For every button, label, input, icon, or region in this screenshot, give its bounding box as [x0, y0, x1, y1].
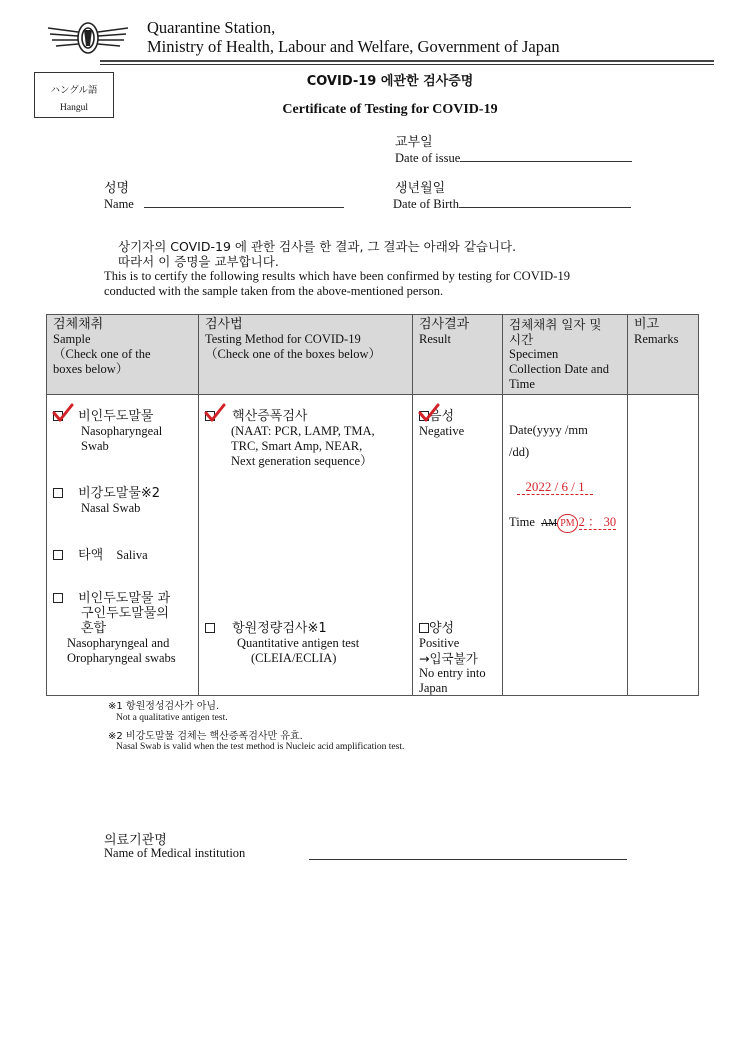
sample-nasopharyngeal-ko: 비인두도말물 — [78, 409, 154, 424]
collection-time-label: Time — [509, 515, 535, 529]
name-field[interactable] — [144, 194, 344, 208]
note-1-ko: ※1 항원정성검사가 아님. — [108, 701, 220, 712]
header-sample-instruction-1: （Check one of the — [53, 347, 151, 361]
remarks-cell[interactable] — [628, 395, 699, 696]
header-rule-bottom — [100, 64, 714, 65]
sample-mixed-ko-1: 비인두도말물 과 — [78, 591, 171, 606]
sample-option-saliva[interactable] — [53, 548, 193, 563]
checkbox-mixed[interactable] — [53, 593, 63, 603]
result-cell — [413, 395, 503, 696]
method-naat-ko: 핵산증폭검사 — [232, 409, 308, 424]
org-name-line-2: Ministry of Health, Labour and Welfare, Government of Japan — [147, 37, 560, 56]
dob-label-en: Date of Birth — [393, 197, 459, 211]
header-method — [199, 315, 413, 395]
method-antigen-en-1: Quantitative antigen test — [237, 636, 360, 650]
checkbox-antigen[interactable] — [205, 623, 215, 633]
dob-row — [393, 194, 631, 212]
header-sample-instruction-2: boxes below） — [53, 362, 129, 376]
title-korean: COVID-19 에관한 검사증명 — [306, 74, 474, 89]
name-label-en: Name — [104, 197, 134, 211]
sample-mixed-ko-3: 혼합 — [81, 621, 107, 636]
header-method-ko: 검사법 — [205, 317, 243, 332]
check-mark-icon — [204, 403, 226, 423]
header-collection-en-2: Collection Date and — [509, 362, 609, 376]
header-remarks-en: Remarks — [634, 332, 679, 346]
note-2-ko: ※2 비강도말물 검체는 핵산증폭검사만 유효. — [108, 731, 303, 742]
language-label-en: Hangul — [60, 103, 88, 113]
note-1-en: Not a qualitative antigen test. — [116, 713, 228, 723]
statement-en-line-2: conducted with the sample taken from the above-mentioned person. — [104, 284, 444, 298]
sample-nasal-ko: 비강도말물※2 — [78, 486, 161, 501]
time-am-option[interactable]: AM — [541, 518, 558, 529]
sample-mixed-en-1: Nasopharyngeal and — [67, 636, 170, 650]
statement-ko-line-1: 상기자의 COVID-19 에 관한 검사를 한 결과, 그 결과는 아래와 같습니다. — [118, 239, 517, 254]
header-method-en: Testing Method for COVID-19 — [205, 332, 361, 346]
header-collection-en-3: Time — [509, 377, 535, 391]
method-naat-en-2: TRC, Smart Amp, NEAR, — [231, 439, 363, 453]
result-positive-en: Positive — [419, 636, 460, 650]
sample-saliva-en: Saliva — [116, 548, 148, 562]
date-of-issue-field[interactable] — [460, 148, 632, 162]
org-name-line-1: Quarantine Station, — [147, 18, 276, 37]
ministry-emblem-logo — [44, 18, 132, 58]
header-sample-en: Sample — [53, 332, 91, 346]
sample-option-nasal[interactable] — [53, 486, 193, 516]
header-rule-top — [100, 60, 714, 62]
statement-en-line-1: This is to certify the following results which have been confirmed by testing for COVID-19 — [104, 269, 571, 283]
result-positive-en-3: Japan — [419, 681, 448, 695]
header-result-en: Result — [419, 332, 451, 346]
institution-label-ko: 의료기관명 — [104, 833, 167, 848]
header-collection-en-1: Specimen — [509, 347, 559, 361]
header-collection-ko-2: 시간 — [509, 332, 534, 347]
header-result-ko: 검사결과 — [419, 317, 470, 332]
header-sample — [47, 315, 199, 395]
method-option-naat[interactable] — [205, 409, 409, 469]
check-mark-icon — [418, 403, 440, 423]
method-antigen-en-2: (CLEIA/ECLIA) — [251, 651, 337, 665]
sample-nasopharyngeal-en-2: Swab — [81, 439, 109, 453]
institution-field[interactable] — [309, 846, 627, 860]
checkbox-saliva[interactable] — [53, 550, 63, 560]
collection-time-row — [509, 514, 616, 533]
date-of-issue-row — [395, 148, 632, 166]
header-collection-ko-1: 검체채취 일자 및 — [509, 317, 602, 332]
date-of-issue-label-en: Date of issue — [395, 151, 461, 165]
name-row — [104, 194, 344, 212]
collection-cell — [503, 395, 628, 696]
method-cell — [199, 395, 413, 696]
sample-saliva-ko: 타액 — [78, 548, 104, 563]
collection-date-label-1: Date(yyyy /mm — [509, 423, 588, 437]
sample-nasopharyngeal-en-1: Nasopharyngeal — [81, 424, 163, 438]
check-mark-icon — [52, 403, 74, 423]
language-label-ja: ハングル語 — [50, 85, 98, 96]
sample-nasal-en: Nasal Swab — [81, 501, 141, 515]
test-results-table — [46, 314, 699, 696]
header-sample-ko: 검체채취 — [53, 317, 104, 332]
collection-date-label-2: /dd) — [509, 445, 530, 459]
table-header-row — [47, 315, 699, 395]
dob-label-ko: 생년월일 — [395, 181, 446, 196]
result-positive-ko: 양성 — [429, 621, 455, 636]
checkbox-nasal[interactable] — [53, 488, 63, 498]
collection-time-value[interactable]: 2 ： 30 — [578, 515, 617, 529]
table-body-row — [47, 395, 699, 696]
result-negative-en: Negative — [419, 424, 465, 438]
sample-mixed-ko-2: 구인두도말물의 — [81, 606, 169, 621]
sample-cell — [47, 395, 199, 696]
sample-mixed-en-2: Oropharyngeal swabs — [67, 651, 176, 665]
method-naat-en-3: Next generation sequence） — [231, 454, 373, 468]
note-2-en: Nasal Swab is valid when the test method is Nucleic acid amplification test. — [116, 742, 405, 752]
method-naat-en-1: (NAAT: PCR, LAMP, TMA, — [231, 424, 375, 438]
result-positive-en-2: No entry into — [419, 666, 486, 680]
header-method-instruction: （Check one of the boxes below） — [205, 347, 382, 361]
header-remarks-ko: 비고 — [634, 317, 660, 332]
institution-label-en: Name of Medical institution — [104, 846, 246, 860]
time-pm-option[interactable]: PM — [557, 514, 577, 533]
method-antigen-ko: 항원정량검사※1 — [232, 621, 327, 636]
sample-option-nasopharyngeal[interactable] — [53, 409, 193, 454]
checkbox-positive[interactable] — [419, 623, 429, 633]
header-collection — [503, 315, 628, 395]
result-negative-ko: 음성 — [429, 409, 455, 424]
collection-date-value[interactable]: 2022 / 6 / 1 — [517, 479, 593, 495]
header-remarks — [628, 315, 699, 395]
dob-field[interactable] — [459, 194, 631, 208]
sample-option-mixed[interactable] — [53, 591, 197, 666]
name-label-ko: 성명 — [104, 181, 130, 196]
statement-ko-line-2: 따라서 이 증명을 교부합니다. — [118, 254, 279, 269]
date-of-issue-label-ko: 교부일 — [395, 135, 433, 150]
result-option-positive[interactable] — [419, 621, 503, 696]
result-positive-no-entry-ko: →입국불가 — [419, 651, 478, 666]
header-result — [413, 315, 503, 395]
method-option-antigen[interactable] — [205, 621, 409, 666]
title-english: Certificate of Testing for COVID-19 — [282, 102, 498, 117]
